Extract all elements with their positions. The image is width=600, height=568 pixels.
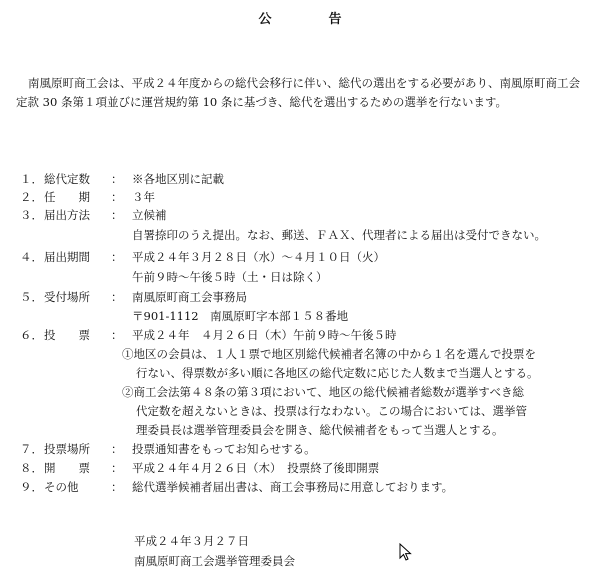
voting-note: ①地区の会員は、１人１票で地区別総代候補者名簿の中から１名を選んで投票を [122,347,536,361]
item-value-continuation: 〒901-1112 南風原町字本部１５８番地 [132,309,349,323]
item-label: 届出期間 [44,250,90,264]
intro-paragraph: 南風原町商工会は、平成２４年度からの総代会移行に伴い、総代の選出をする必要があり、南風原町商工会定款 30 条第１項並びに運営規約第 10 条に基づき、総代を選出するための選挙を行ないます。 [16,76,580,109]
item-number: ９． [20,480,43,494]
item-label: 開 票 [44,461,90,475]
issuer-name: 南風原町商工会選挙管理委員会 [134,554,295,568]
item-label: 総代定数 [44,172,90,186]
voting-note: ②商工会法第４８条の第３項において、地区の総代候補者総数が選挙すべき総 [122,385,525,399]
item-label: 届出方法 [44,208,90,222]
item-label: その他 [44,480,79,494]
item-value: 平成２４年３月２８日（水）～４月１０日（火） [132,250,385,264]
notice-date: 平成２４年３月２７日 [134,534,249,548]
item-label: 投票場所 [44,442,90,456]
item-number: ７． [20,442,43,456]
item-value: 立候補 [132,208,167,222]
item-number: ６． [20,328,43,342]
item-number: ８． [20,461,43,475]
item-separator: ： [111,461,123,475]
item-value: ３年 [132,190,155,204]
voting-note-continuation: 理委員長は選挙管理委員会を開き、総代候補者をもって当選人とする。 [136,423,504,437]
item-value-continuation: 午前９時～午後５時（土・日は除く） [132,270,328,284]
item-number: １． [20,172,43,186]
item-separator: ： [111,328,123,342]
item-value: 投票通知書をもってお知らせする。 [132,442,316,456]
voting-note-continuation: 行ない、得票数が多い順に各地区の総代定数に応じた人数まで当選人とする。 [136,366,539,380]
item-separator: ： [111,172,123,186]
item-separator: ： [111,442,123,456]
item-separator: ： [111,190,123,204]
item-value: 平成２４年 ４月２６日（木）午前９時～午後５時 [132,328,397,342]
item-value: 総代選挙候補者届出書は、商工会事務局に用意しております。 [132,480,454,494]
item-label: 投 票 [44,328,90,342]
notice-title: 公 告 [258,12,364,27]
item-value-continuation: 自署捺印のうえ提出。なお、郵送、ＦＡＸ、代理者による届出は受付できない。 [132,228,546,242]
item-separator: ： [111,290,123,304]
item-number: ５． [20,290,43,304]
item-value: 平成２４年４月２６日（木） 投票終了後即開票 [132,461,380,475]
item-label: 任 期 [44,190,90,204]
item-separator: ： [111,208,123,222]
item-number: ３． [20,208,43,222]
item-value: ※各地区別に記載 [132,172,224,186]
item-label: 受付場所 [44,290,90,304]
item-number: ２． [20,190,43,204]
item-separator: ： [111,480,123,494]
item-value: 南風原町商工会事務局 [132,290,247,304]
voting-note-continuation: 代定数を超えないときは、投票は行なわない。この場合においては、選挙管 [136,404,527,418]
mouse-pointer-icon [399,543,413,561]
item-number: ４． [20,250,43,264]
item-separator: ： [111,250,123,264]
